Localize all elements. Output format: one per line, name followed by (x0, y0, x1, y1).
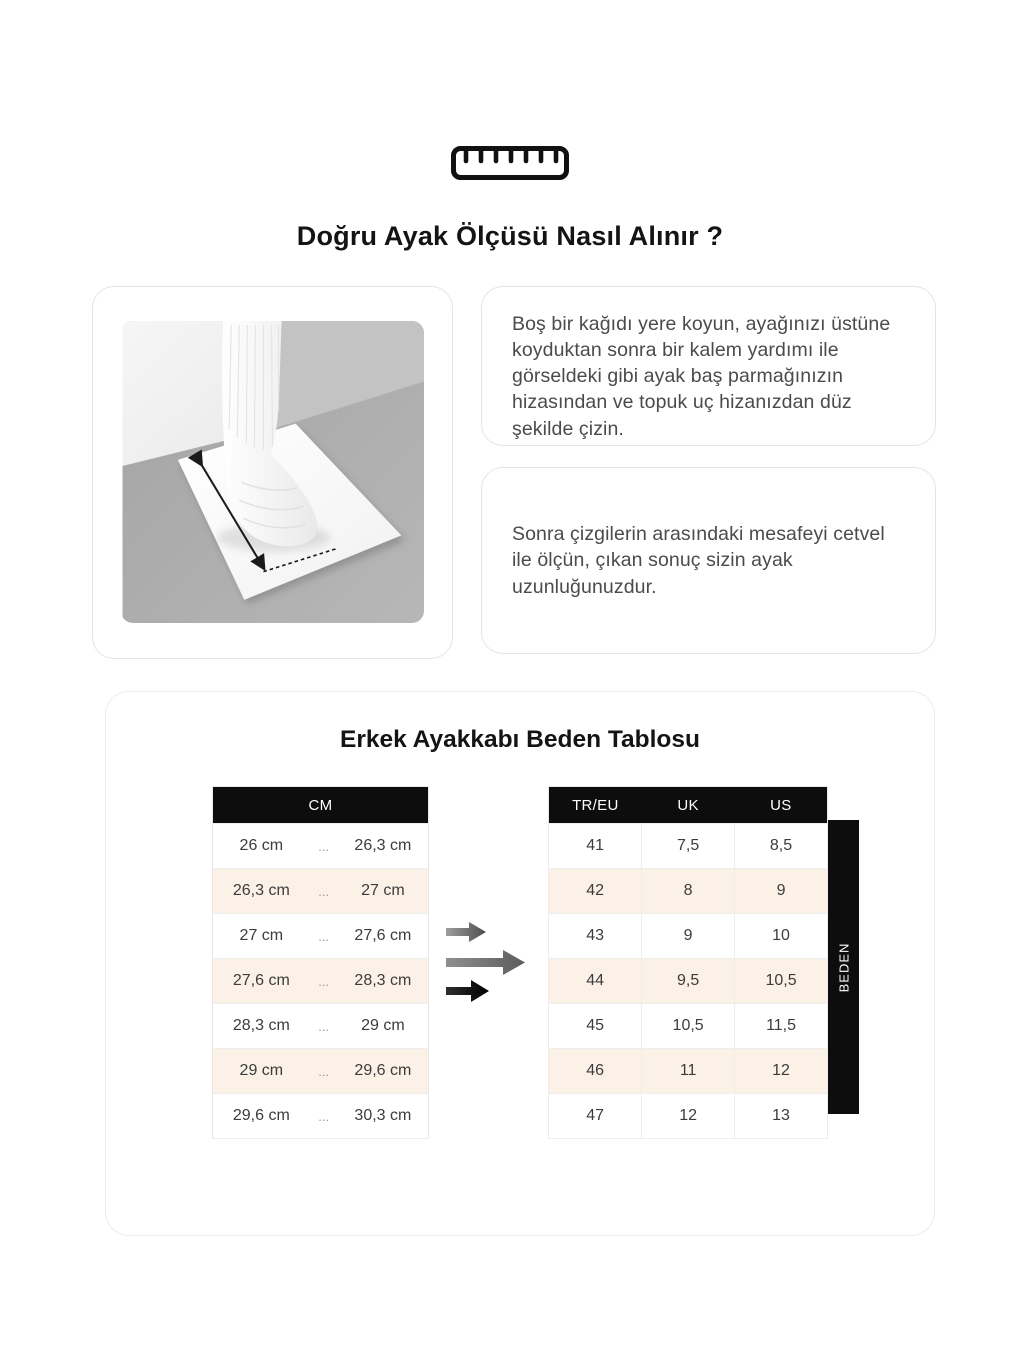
size-conversion-arrows-icon (446, 920, 536, 1006)
size-row (549, 1094, 828, 1139)
range-separator: ... (310, 1049, 338, 1094)
cm-to: 27,6 cm (338, 914, 429, 959)
col-header-treu: TR/EU (549, 787, 642, 824)
cm-to: 27 cm (338, 869, 429, 914)
cm-from: 29,6 cm (213, 1094, 310, 1139)
treu-value: 47 (549, 1094, 642, 1139)
us-value: 8,5 (735, 824, 828, 869)
range-separator: ... (310, 914, 338, 959)
uk-value: 12 (642, 1094, 735, 1139)
us-value: 10 (735, 914, 828, 959)
cm-range-row (213, 914, 429, 959)
range-separator: ... (310, 869, 338, 914)
us-value: 12 (735, 1049, 828, 1094)
size-conversion-table (548, 786, 828, 1139)
foot-measurement-photo (121, 321, 424, 623)
cm-from: 29 cm (213, 1049, 310, 1094)
range-separator: ... (310, 824, 338, 869)
cm-table-header: CM (213, 787, 429, 824)
size-row (549, 959, 828, 1004)
treu-value: 44 (549, 959, 642, 1004)
cm-from: 27 cm (213, 914, 310, 959)
beden-side-bar (828, 820, 859, 1114)
measurement-image-card (92, 286, 453, 659)
range-separator: ... (310, 1004, 338, 1049)
uk-value: 9 (642, 914, 735, 959)
size-conversion-wrap (548, 786, 852, 1139)
treu-value: 43 (549, 914, 642, 959)
us-value: 13 (735, 1094, 828, 1139)
range-separator: ... (310, 1094, 338, 1139)
size-table-title: Erkek Ayakkabı Beden Tablosu (340, 726, 700, 753)
instruction-step-2-text: Sonra çizgilerin arasındaki mesafeyi cetvel ile ölçün, çıkan sonuç sizin ayak uzunluğunuzdur. (512, 523, 885, 598)
range-separator: ... (310, 959, 338, 1004)
cm-from: 27,6 cm (213, 959, 310, 1004)
cm-to: 26,3 cm (338, 824, 429, 869)
instruction-step-1 (481, 286, 936, 446)
cm-range-row (213, 1049, 429, 1094)
cm-to: 30,3 cm (338, 1094, 429, 1139)
size-row (549, 824, 828, 869)
cm-from: 26,3 cm (213, 869, 310, 914)
cm-range-row (213, 1094, 429, 1139)
hero-section (0, 0, 1020, 252)
uk-value: 7,5 (642, 824, 735, 869)
size-row (549, 914, 828, 959)
page-title: Doğru Ayak Ölçüsü Nasıl Alınır ? (296, 221, 724, 251)
uk-value: 10,5 (642, 1004, 735, 1049)
howto-section (92, 286, 936, 659)
cm-to: 28,3 cm (338, 959, 429, 1004)
size-row (549, 869, 828, 914)
treu-value: 41 (549, 824, 642, 869)
ruler-icon (451, 146, 569, 180)
us-value: 9 (735, 869, 828, 914)
us-value: 10,5 (735, 959, 828, 1004)
cm-range-row (213, 959, 429, 1004)
treu-value: 46 (549, 1049, 642, 1094)
cm-from: 26 cm (213, 824, 310, 869)
size-table-card (105, 691, 935, 1236)
size-row (549, 1004, 828, 1049)
cm-range-row (213, 869, 429, 914)
cm-range-row (213, 824, 429, 869)
size-tables-row (106, 786, 934, 1139)
size-row (549, 1049, 828, 1094)
cm-to: 29,6 cm (338, 1049, 429, 1094)
cm-to: 29 cm (338, 1004, 429, 1049)
beden-label: BEDEN (836, 942, 852, 992)
cm-range-table (212, 786, 429, 1139)
col-header-us: US (735, 787, 828, 824)
cm-range-row (213, 1004, 429, 1049)
instruction-step-1-text: Boş bir kağıdı yere koyun, ayağınızı üstüne koyduktan sonra bir kalem yardımı ile görseldeki gibi ayak baş parmağınızın hizasından ve topuk uç hizanızdan düz şekilde çizin. (512, 313, 891, 440)
uk-value: 9,5 (642, 959, 735, 1004)
cm-from: 28,3 cm (213, 1004, 310, 1049)
col-header-uk: UK (642, 787, 735, 824)
uk-value: 8 (642, 869, 735, 914)
treu-value: 45 (549, 1004, 642, 1049)
treu-value: 42 (549, 869, 642, 914)
instruction-step-2 (481, 467, 936, 654)
uk-value: 11 (642, 1049, 735, 1094)
us-value: 11,5 (735, 1004, 828, 1049)
instruction-column (481, 286, 936, 659)
